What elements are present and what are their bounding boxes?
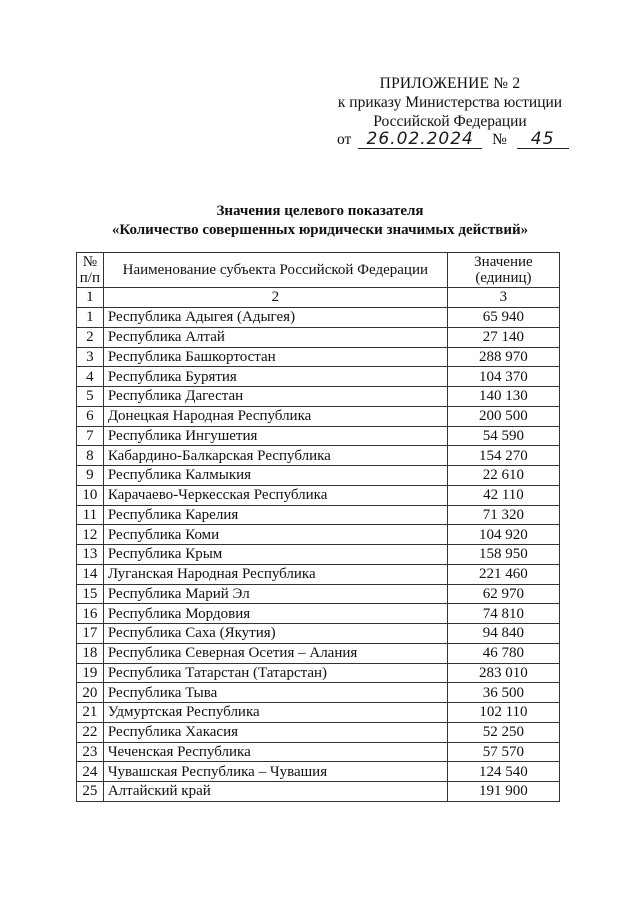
row-number: 25 bbox=[77, 782, 104, 802]
indicator-value: 27 140 bbox=[447, 327, 559, 347]
row-number: 19 bbox=[77, 663, 104, 683]
table-row bbox=[77, 703, 560, 723]
region-name: Чеченская Республика bbox=[103, 742, 447, 762]
region-name: Республика Дагестан bbox=[103, 387, 447, 407]
row-number: 14 bbox=[77, 564, 104, 584]
table-row bbox=[77, 367, 560, 387]
column-index: 2 bbox=[103, 288, 447, 308]
indicator-value: 104 920 bbox=[447, 525, 559, 545]
document-heading bbox=[60, 202, 580, 240]
region-name: Донецкая Народная Республика bbox=[103, 406, 447, 426]
indicator-value: 42 110 bbox=[447, 485, 559, 505]
indicator-value: 102 110 bbox=[447, 703, 559, 723]
table-row bbox=[77, 327, 560, 347]
indicator-value: 288 970 bbox=[447, 347, 559, 367]
table-row bbox=[77, 466, 560, 486]
region-name: Карачаево-Черкесская Республика bbox=[103, 485, 447, 505]
indicator-value: 94 840 bbox=[447, 624, 559, 644]
row-number: 6 bbox=[77, 406, 104, 426]
region-name: Республика Северная Осетия – Алания bbox=[103, 643, 447, 663]
table-row bbox=[77, 446, 560, 466]
table-row bbox=[77, 584, 560, 604]
region-name: Удмуртская Республика bbox=[103, 703, 447, 723]
indicator-value: 71 320 bbox=[447, 505, 559, 525]
appendix-title: ПРИЛОЖЕНИЕ № 2 bbox=[379, 75, 521, 92]
indicator-value: 74 810 bbox=[447, 604, 559, 624]
row-number: 18 bbox=[77, 643, 104, 663]
row-number: 11 bbox=[77, 505, 104, 525]
region-name: Республика Крым bbox=[103, 545, 447, 565]
header-name: Наименование субъекта Российской Федерации bbox=[103, 253, 447, 288]
indicator-value: 200 500 bbox=[447, 406, 559, 426]
indicator-value: 221 460 bbox=[447, 564, 559, 584]
region-name: Республика Саха (Якутия) bbox=[103, 624, 447, 644]
table-row bbox=[77, 426, 560, 446]
indicator-value: 104 370 bbox=[447, 367, 559, 387]
table-row bbox=[77, 722, 560, 742]
indicator-table bbox=[76, 252, 560, 802]
order-date-number-line bbox=[337, 130, 569, 150]
region-name: Республика Адыгея (Адыгея) bbox=[103, 308, 447, 328]
table-row bbox=[77, 604, 560, 624]
table-row bbox=[77, 505, 560, 525]
row-number: 24 bbox=[77, 762, 104, 782]
order-number-handwritten: 45 bbox=[517, 131, 569, 149]
row-number: 20 bbox=[77, 683, 104, 703]
row-number: 3 bbox=[77, 347, 104, 367]
table-row bbox=[77, 525, 560, 545]
row-number: 15 bbox=[77, 584, 104, 604]
table-row bbox=[77, 782, 560, 802]
region-name: Республика Калмыкия bbox=[103, 466, 447, 486]
indicator-value: 62 970 bbox=[447, 584, 559, 604]
table-row bbox=[77, 406, 560, 426]
table-row bbox=[77, 485, 560, 505]
indicator-value: 140 130 bbox=[447, 387, 559, 407]
row-number: 13 bbox=[77, 545, 104, 565]
row-number: 17 bbox=[77, 624, 104, 644]
region-name: Республика Марий Эл bbox=[103, 584, 447, 604]
appendix-ministry: Российской Федерации bbox=[373, 113, 527, 130]
indicator-value: 52 250 bbox=[447, 722, 559, 742]
region-name: Республика Мордовия bbox=[103, 604, 447, 624]
appendix-block bbox=[320, 74, 580, 131]
table-row bbox=[77, 663, 560, 683]
region-name: Кабардино-Балкарская Республика bbox=[103, 446, 447, 466]
table-row bbox=[77, 308, 560, 328]
heading-line-1: Значения целевого показателя bbox=[216, 203, 424, 219]
indicator-value: 65 940 bbox=[447, 308, 559, 328]
row-number: 9 bbox=[77, 466, 104, 486]
table-header-row bbox=[77, 253, 560, 288]
region-name: Республика Татарстан (Татарстан) bbox=[103, 663, 447, 683]
indicator-value: 22 610 bbox=[447, 466, 559, 486]
table-row bbox=[77, 683, 560, 703]
region-name: Алтайский край bbox=[103, 782, 447, 802]
row-number: 4 bbox=[77, 367, 104, 387]
table-row bbox=[77, 387, 560, 407]
table-row bbox=[77, 545, 560, 565]
row-number: 10 bbox=[77, 485, 104, 505]
region-name: Республика Хакасия bbox=[103, 722, 447, 742]
appendix-order-ref: к приказу Министерства юстиции bbox=[337, 94, 563, 111]
from-label: от bbox=[337, 131, 352, 148]
number-sign: № bbox=[492, 131, 507, 148]
region-name: Республика Ингушетия bbox=[103, 426, 447, 446]
row-number: 2 bbox=[77, 327, 104, 347]
region-name: Чувашская Республика – Чувашия bbox=[103, 762, 447, 782]
region-name: Республика Коми bbox=[103, 525, 447, 545]
row-number: 22 bbox=[77, 722, 104, 742]
indicator-value: 57 570 bbox=[447, 742, 559, 762]
row-number: 1 bbox=[77, 308, 104, 328]
region-name: Республика Алтай bbox=[103, 327, 447, 347]
row-number: 23 bbox=[77, 742, 104, 762]
column-index: 1 bbox=[77, 288, 104, 308]
indicator-value: 283 010 bbox=[447, 663, 559, 683]
indicator-value: 124 540 bbox=[447, 762, 559, 782]
table-row bbox=[77, 564, 560, 584]
indicator-value: 46 780 bbox=[447, 643, 559, 663]
table-row bbox=[77, 762, 560, 782]
indicator-value: 158 950 bbox=[447, 545, 559, 565]
column-index-row bbox=[77, 288, 560, 308]
region-name: Республика Башкортостан bbox=[103, 347, 447, 367]
table-row bbox=[77, 742, 560, 762]
table-row bbox=[77, 643, 560, 663]
region-name: Луганская Народная Республика bbox=[103, 564, 447, 584]
row-number: 5 bbox=[77, 387, 104, 407]
row-number: 21 bbox=[77, 703, 104, 723]
order-date-handwritten: 26.02.2024 bbox=[358, 131, 482, 149]
region-name: Республика Карелия bbox=[103, 505, 447, 525]
header-num: № п/п bbox=[77, 253, 104, 288]
indicator-value: 154 270 bbox=[447, 446, 559, 466]
indicator-value: 191 900 bbox=[447, 782, 559, 802]
table-row bbox=[77, 624, 560, 644]
row-number: 12 bbox=[77, 525, 104, 545]
indicator-value: 54 590 bbox=[447, 426, 559, 446]
table-row bbox=[77, 347, 560, 367]
indicator-value: 36 500 bbox=[447, 683, 559, 703]
row-number: 8 bbox=[77, 446, 104, 466]
header-value: Значение (единиц) bbox=[447, 253, 559, 288]
heading-line-2: «Количество совершенных юридически значимых действий» bbox=[111, 222, 529, 238]
region-name: Республика Бурятия bbox=[103, 367, 447, 387]
region-name: Республика Тыва bbox=[103, 683, 447, 703]
table-body bbox=[77, 308, 560, 802]
row-number: 7 bbox=[77, 426, 104, 446]
row-number: 16 bbox=[77, 604, 104, 624]
column-index: 3 bbox=[447, 288, 559, 308]
